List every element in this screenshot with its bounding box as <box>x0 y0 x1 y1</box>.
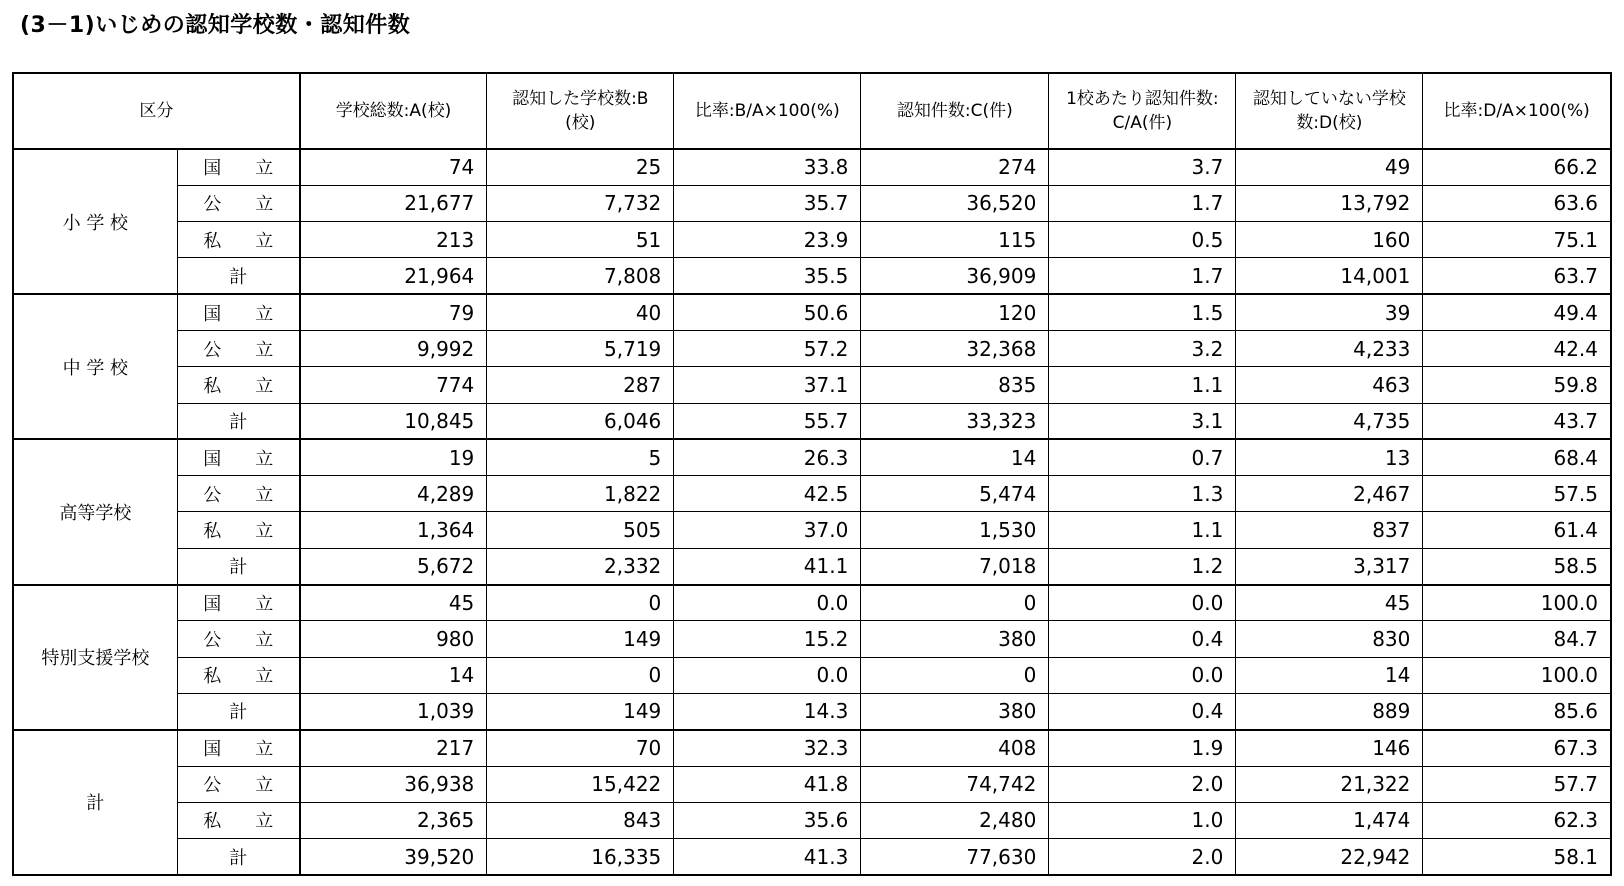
header-category: 区分 <box>13 73 300 149</box>
cell-total-schools: 39,520 <box>300 839 487 875</box>
table-row <box>13 657 1611 693</box>
subcategory-char-2: 立 <box>255 484 274 506</box>
cell-ratio-ba: 41.1 <box>674 548 861 584</box>
subcategory-label <box>177 403 300 439</box>
header-ratio-ba: 比率:B/A×100(%) <box>674 73 861 149</box>
cell-cases-per-school: 1.2 <box>1049 548 1236 584</box>
bullying-stats-table <box>12 72 1612 876</box>
cell-aware-schools: 287 <box>487 367 674 403</box>
subcategory-label <box>177 802 300 838</box>
subcategory-char-1: 公 <box>203 630 222 651</box>
cell-ratio-da: 58.5 <box>1423 548 1611 584</box>
cell-aware-schools: 843 <box>487 802 674 838</box>
cell-ratio-da: 68.4 <box>1423 439 1611 475</box>
cell-ratio-da: 59.8 <box>1423 367 1611 403</box>
cell-cases-per-school: 1.7 <box>1049 185 1236 221</box>
cell-ratio-da: 67.3 <box>1423 730 1611 766</box>
cell-aware-schools: 149 <box>487 621 674 657</box>
cell-cases-per-school: 0.0 <box>1049 585 1236 621</box>
header-cases-per-school-line1: 1校あたり認知件数: <box>1066 89 1219 109</box>
subcategory-char-1: 国 <box>203 158 222 180</box>
cell-aware-schools: 505 <box>487 512 674 548</box>
cell-aware-schools: 70 <box>487 730 674 766</box>
subcategory-char-1: 計 <box>229 411 248 433</box>
cell-ratio-ba: 32.3 <box>674 730 861 766</box>
subcategory-label <box>177 258 300 294</box>
subcategory-char-1: 国 <box>203 739 222 761</box>
cell-ratio-ba: 23.9 <box>674 222 861 258</box>
cell-aware-schools: 7,732 <box>487 185 674 221</box>
subcategory-label <box>177 512 300 548</box>
cell-cases-per-school: 0.0 <box>1049 657 1236 693</box>
cell-unaware-schools: 49 <box>1236 149 1423 185</box>
subcategory-label <box>177 839 300 875</box>
table-row <box>13 585 1611 621</box>
cell-aware-cases: 1,530 <box>861 512 1049 548</box>
table-row <box>13 730 1611 766</box>
cell-aware-cases: 0 <box>861 585 1049 621</box>
subcategory-char-2: 立 <box>255 158 274 180</box>
cell-total-schools: 2,365 <box>300 802 487 838</box>
subcategory-label <box>177 766 300 802</box>
category-label: 計 <box>13 730 177 875</box>
cell-aware-cases: 32,368 <box>861 330 1049 366</box>
table-row <box>13 149 1611 185</box>
subcategory-char-2: 立 <box>255 593 274 615</box>
cell-aware-cases: 7,018 <box>861 548 1049 584</box>
cell-cases-per-school: 0.4 <box>1049 693 1236 729</box>
cell-ratio-da: 57.7 <box>1423 766 1611 802</box>
cell-aware-cases: 14 <box>861 439 1049 475</box>
cell-aware-schools: 2,332 <box>487 548 674 584</box>
cell-unaware-schools: 39 <box>1236 294 1423 330</box>
cell-aware-schools: 0 <box>487 657 674 693</box>
cell-ratio-da: 57.5 <box>1423 476 1611 512</box>
cell-ratio-da: 63.7 <box>1423 258 1611 294</box>
cell-cases-per-school: 3.7 <box>1049 149 1236 185</box>
cell-aware-cases: 77,630 <box>861 839 1049 875</box>
subcategory-char-1: 公 <box>203 484 222 506</box>
cell-unaware-schools: 463 <box>1236 367 1423 403</box>
cell-aware-cases: 408 <box>861 730 1049 766</box>
cell-aware-cases: 5,474 <box>861 476 1049 512</box>
subcategory-label <box>177 367 300 403</box>
subcategory-char-1: 私 <box>203 811 222 833</box>
cell-ratio-da: 62.3 <box>1423 802 1611 838</box>
cell-cases-per-school: 3.2 <box>1049 330 1236 366</box>
cell-unaware-schools: 4,233 <box>1236 330 1423 366</box>
header-aware-schools-line1: 認知した学校数:B <box>512 89 649 109</box>
subcategory-char-2: 立 <box>255 630 274 651</box>
table-row <box>13 621 1611 657</box>
cell-aware-cases: 835 <box>861 367 1049 403</box>
cell-aware-schools: 5 <box>487 439 674 475</box>
cell-unaware-schools: 889 <box>1236 693 1423 729</box>
subcategory-label <box>177 621 300 657</box>
header-aware-cases: 認知件数:C(件) <box>861 73 1049 149</box>
cell-unaware-schools: 45 <box>1236 585 1423 621</box>
cell-total-schools: 74 <box>300 149 487 185</box>
subcategory-char-1: 計 <box>229 557 248 579</box>
page-title: (3－1)いじめの認知学校数・認知件数 <box>20 13 411 38</box>
cell-ratio-ba: 15.2 <box>674 621 861 657</box>
cell-unaware-schools: 13,792 <box>1236 185 1423 221</box>
table-row <box>13 258 1611 294</box>
cell-total-schools: 213 <box>300 222 487 258</box>
table-row <box>13 693 1611 729</box>
subcategory-char-1: 国 <box>203 303 222 325</box>
subcategory-char-1: 国 <box>203 448 222 470</box>
header-aware-schools-line2: (校) <box>565 113 596 133</box>
cell-total-schools: 5,672 <box>300 548 487 584</box>
subcategory-char-1: 私 <box>203 666 222 688</box>
cell-ratio-ba: 41.8 <box>674 766 861 802</box>
subcategory-label <box>177 294 300 330</box>
cell-cases-per-school: 1.3 <box>1049 476 1236 512</box>
cell-ratio-ba: 26.3 <box>674 439 861 475</box>
cell-cases-per-school: 1.1 <box>1049 367 1236 403</box>
table-row <box>13 548 1611 584</box>
subcategory-char-2: 立 <box>255 339 274 361</box>
cell-total-schools: 4,289 <box>300 476 487 512</box>
cell-ratio-ba: 42.5 <box>674 476 861 512</box>
subcategory-char-2: 立 <box>255 666 274 688</box>
cell-total-schools: 980 <box>300 621 487 657</box>
cell-cases-per-school: 0.7 <box>1049 439 1236 475</box>
cell-ratio-da: 58.1 <box>1423 839 1611 875</box>
cell-aware-schools: 25 <box>487 149 674 185</box>
subcategory-char-1: 公 <box>203 339 222 361</box>
cell-ratio-da: 63.6 <box>1423 185 1611 221</box>
cell-aware-cases: 74,742 <box>861 766 1049 802</box>
cell-total-schools: 21,677 <box>300 185 487 221</box>
cell-aware-cases: 380 <box>861 693 1049 729</box>
cell-total-schools: 10,845 <box>300 403 487 439</box>
cell-aware-cases: 36,909 <box>861 258 1049 294</box>
cell-total-schools: 45 <box>300 585 487 621</box>
cell-total-schools: 774 <box>300 367 487 403</box>
cell-aware-schools: 40 <box>487 294 674 330</box>
cell-aware-cases: 120 <box>861 294 1049 330</box>
cell-cases-per-school: 0.5 <box>1049 222 1236 258</box>
cell-aware-schools: 16,335 <box>487 839 674 875</box>
subcategory-label <box>177 149 300 185</box>
cell-unaware-schools: 160 <box>1236 222 1423 258</box>
cell-unaware-schools: 1,474 <box>1236 802 1423 838</box>
header-total-schools: 学校総数:A(校) <box>300 73 487 149</box>
cell-cases-per-school: 1.9 <box>1049 730 1236 766</box>
subcategory-char-1: 公 <box>203 775 222 797</box>
subcategory-label <box>177 439 300 475</box>
cell-aware-schools: 5,719 <box>487 330 674 366</box>
cell-cases-per-school: 1.1 <box>1049 512 1236 548</box>
cell-total-schools: 36,938 <box>300 766 487 802</box>
cell-unaware-schools: 4,735 <box>1236 403 1423 439</box>
header-cases-per-school-line2: C/A(件) <box>1112 113 1173 133</box>
subcategory-char-2: 立 <box>255 448 274 470</box>
table-row <box>13 294 1611 330</box>
cell-cases-per-school: 1.5 <box>1049 294 1236 330</box>
cell-ratio-da: 85.6 <box>1423 693 1611 729</box>
subcategory-char-1: 計 <box>229 266 248 288</box>
cell-cases-per-school: 2.0 <box>1049 839 1236 875</box>
subcategory-label <box>177 548 300 584</box>
cell-unaware-schools: 21,322 <box>1236 766 1423 802</box>
category-label: 高等学校 <box>13 439 177 584</box>
cell-aware-schools: 6,046 <box>487 403 674 439</box>
subcategory-label <box>177 657 300 693</box>
cell-ratio-da: 43.7 <box>1423 403 1611 439</box>
cell-ratio-ba: 57.2 <box>674 330 861 366</box>
table-row <box>13 839 1611 875</box>
cell-ratio-da: 66.2 <box>1423 149 1611 185</box>
cell-aware-cases: 0 <box>861 657 1049 693</box>
header-ratio-da: 比率:D/A×100(%) <box>1423 73 1611 149</box>
cell-unaware-schools: 3,317 <box>1236 548 1423 584</box>
cell-ratio-da: 61.4 <box>1423 512 1611 548</box>
subcategory-char-2: 立 <box>255 303 274 325</box>
cell-ratio-ba: 35.5 <box>674 258 861 294</box>
cell-aware-cases: 33,323 <box>861 403 1049 439</box>
cell-total-schools: 19 <box>300 439 487 475</box>
table-row <box>13 367 1611 403</box>
subcategory-char-2: 立 <box>255 811 274 833</box>
cell-aware-cases: 274 <box>861 149 1049 185</box>
table-row <box>13 766 1611 802</box>
header-cases-per-school <box>1049 73 1236 149</box>
table-row <box>13 185 1611 221</box>
category-label: 小 学 校 <box>13 149 177 294</box>
cell-aware-schools: 0 <box>487 585 674 621</box>
cell-unaware-schools: 14,001 <box>1236 258 1423 294</box>
header-aware-schools <box>487 73 674 149</box>
header-row <box>13 73 1611 149</box>
header-unaware-schools-line1: 認知していない学校 <box>1252 89 1406 109</box>
subcategory-char-1: 国 <box>203 593 222 615</box>
subcategory-label <box>177 693 300 729</box>
cell-ratio-da: 42.4 <box>1423 330 1611 366</box>
cell-aware-cases: 36,520 <box>861 185 1049 221</box>
cell-cases-per-school: 0.4 <box>1049 621 1236 657</box>
header-unaware-schools <box>1236 73 1423 149</box>
cell-unaware-schools: 13 <box>1236 439 1423 475</box>
table-row <box>13 512 1611 548</box>
subcategory-label <box>177 330 300 366</box>
cell-total-schools: 9,992 <box>300 330 487 366</box>
table-row <box>13 476 1611 512</box>
cell-aware-schools: 149 <box>487 693 674 729</box>
table-row <box>13 439 1611 475</box>
cell-ratio-ba: 41.3 <box>674 839 861 875</box>
table-row <box>13 330 1611 366</box>
cell-total-schools: 1,039 <box>300 693 487 729</box>
cell-unaware-schools: 14 <box>1236 657 1423 693</box>
subcategory-char-1: 私 <box>203 230 222 252</box>
cell-cases-per-school: 1.0 <box>1049 802 1236 838</box>
subcategory-char-1: 計 <box>229 847 248 869</box>
cell-ratio-ba: 37.1 <box>674 367 861 403</box>
cell-ratio-ba: 35.6 <box>674 802 861 838</box>
cell-ratio-ba: 35.7 <box>674 185 861 221</box>
cell-unaware-schools: 837 <box>1236 512 1423 548</box>
cell-unaware-schools: 22,942 <box>1236 839 1423 875</box>
cell-cases-per-school: 3.1 <box>1049 403 1236 439</box>
subcategory-char-2: 立 <box>255 775 274 797</box>
cell-aware-schools: 15,422 <box>487 766 674 802</box>
cell-ratio-da: 100.0 <box>1423 657 1611 693</box>
cell-aware-cases: 2,480 <box>861 802 1049 838</box>
subcategory-char-2: 立 <box>255 375 274 397</box>
subcategory-label <box>177 585 300 621</box>
cell-ratio-ba: 0.0 <box>674 657 861 693</box>
cell-ratio-da: 84.7 <box>1423 621 1611 657</box>
cell-aware-cases: 115 <box>861 222 1049 258</box>
cell-total-schools: 1,364 <box>300 512 487 548</box>
cell-unaware-schools: 830 <box>1236 621 1423 657</box>
subcategory-label <box>177 476 300 512</box>
category-label: 特別支援学校 <box>13 585 177 730</box>
cell-total-schools: 21,964 <box>300 258 487 294</box>
subcategory-char-2: 立 <box>255 739 274 761</box>
table-row <box>13 222 1611 258</box>
subcategory-label <box>177 730 300 766</box>
subcategory-char-2: 立 <box>255 194 274 216</box>
subcategory-char-2: 立 <box>255 521 274 543</box>
subcategory-char-1: 計 <box>229 702 248 724</box>
cell-aware-schools: 7,808 <box>487 258 674 294</box>
table-row <box>13 802 1611 838</box>
subcategory-char-1: 私 <box>203 521 222 543</box>
subcategory-label <box>177 222 300 258</box>
cell-ratio-ba: 50.6 <box>674 294 861 330</box>
subcategory-char-1: 公 <box>203 194 222 216</box>
cell-ratio-da: 100.0 <box>1423 585 1611 621</box>
cell-cases-per-school: 2.0 <box>1049 766 1236 802</box>
cell-ratio-da: 75.1 <box>1423 222 1611 258</box>
cell-aware-schools: 1,822 <box>487 476 674 512</box>
subcategory-char-1: 私 <box>203 375 222 397</box>
cell-ratio-ba: 37.0 <box>674 512 861 548</box>
cell-aware-cases: 380 <box>861 621 1049 657</box>
cell-aware-schools: 51 <box>487 222 674 258</box>
cell-ratio-ba: 14.3 <box>674 693 861 729</box>
cell-ratio-ba: 0.0 <box>674 585 861 621</box>
cell-ratio-ba: 33.8 <box>674 149 861 185</box>
cell-unaware-schools: 146 <box>1236 730 1423 766</box>
cell-ratio-da: 49.4 <box>1423 294 1611 330</box>
cell-total-schools: 79 <box>300 294 487 330</box>
cell-unaware-schools: 2,467 <box>1236 476 1423 512</box>
table-row <box>13 403 1611 439</box>
header-unaware-schools-line2: 数:D(校) <box>1296 113 1363 133</box>
cell-total-schools: 217 <box>300 730 487 766</box>
subcategory-label <box>177 185 300 221</box>
subcategory-char-2: 立 <box>255 230 274 252</box>
cell-cases-per-school: 1.7 <box>1049 258 1236 294</box>
category-label: 中 学 校 <box>13 294 177 439</box>
cell-ratio-ba: 55.7 <box>674 403 861 439</box>
cell-total-schools: 14 <box>300 657 487 693</box>
